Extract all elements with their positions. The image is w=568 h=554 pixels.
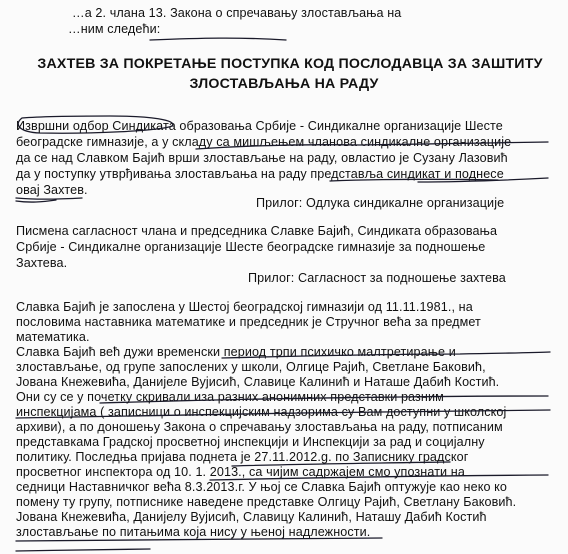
pen-stroke bbox=[16, 549, 150, 551]
paragraph-3-line-7: Они су се у почетку скривали иза разних анонимних представки разним bbox=[16, 390, 444, 404]
pen-stroke bbox=[16, 200, 56, 202]
document-title-line-1: ЗАХТЕВ ЗА ПОКРЕТАЊЕ ПОСТУПКА КОД ПОСЛОДАВЦА ЗА ЗАШТИТУ bbox=[37, 56, 543, 72]
paragraph-1-line-1: Извршни одбор Синдиката образовања Србије - Синдикалне организације Шесте bbox=[16, 119, 503, 133]
paragraph-1-line-4: да у поступку утврђивања злостављања на раду представља синдикат и поднесе bbox=[16, 167, 504, 181]
paragraph-3-line-16: злостављање по питањима која нису у њеној надлежности. bbox=[16, 525, 371, 539]
paragraph-1-line-5: овај Захтев. bbox=[16, 183, 88, 197]
pen-stroke bbox=[150, 38, 286, 40]
paragraph-2-line-2: Србије - Синдикалне организације Шесте београдске гимназије за подношење bbox=[16, 240, 486, 254]
attachment-1: Прилог: Одлука синдикалне организације bbox=[256, 196, 505, 210]
paragraph-3-line-10: представкама Градској просветној инспекцији и Инспекцији за рад и социјалну bbox=[16, 435, 485, 449]
paragraph-3-line-15: Јована Кнежевића, Данијелу Вујисић, Славицу Калинић, Наташу Дабић Костић bbox=[16, 510, 487, 524]
paragraph-3-line-5: злостављање, од групе запослених у школи, Олгице Рајић, Светлане Баковић, bbox=[16, 360, 486, 374]
header-line-1: …а 2. члана 13. Закона о спречавању злостављања на bbox=[72, 6, 402, 20]
paragraph-3-line-2: пословима наставника математике и председник је Стручног већа за предмет bbox=[16, 315, 481, 329]
paragraph-3-line-1: Славка Бајић је запослена у Шестој београдској гимназији од 11.11.1981., на bbox=[16, 300, 473, 314]
paragraph-3-line-13: седници Наставничког већа 8.3.2013.г. У њој се Славка Бајић оптужује као неко ко bbox=[16, 480, 508, 494]
paragraph-3-line-8: инспекцијама ( записници о инспекцијским надзорима су Вам доступни у школској bbox=[16, 405, 507, 419]
header-line-2: …ним следећи: bbox=[68, 22, 161, 36]
paragraph-3-line-11: политику. Последња пријава поднета је 27.11.2012.g. по Записнику градског bbox=[16, 450, 469, 464]
document-title-line-2: ЗЛОСТАВЉАЊА НА РАДУ bbox=[189, 76, 379, 92]
paragraph-3-line-3: математика. bbox=[16, 330, 90, 344]
paragraph-1-line-2: београдске гимназије, а у складу са мишљењем чланова синдикалне организације bbox=[16, 135, 512, 149]
paragraph-3-line-12: просветног инспектора од 10. 1. 2013., са чијим садржајем смо упознати на bbox=[16, 465, 465, 479]
paragraph-3-line-4: Славка Бајић већ дужи временски период трпи психичко малтретирање и bbox=[16, 345, 456, 359]
paragraph-2-line-1: Писмена сагласност члана и председника Славке Бајић, Синдиката образовања bbox=[16, 224, 498, 238]
paragraph-2-line-3: Захтева. bbox=[16, 256, 68, 270]
pen-stroke bbox=[16, 198, 82, 199]
attachment-2: Прилог: Сагласност за подношење захтева bbox=[248, 271, 506, 285]
paragraph-3-line-6: Јована Кнежевића, Данијеле Вујисић, Славице Калинић и Наташе Дабић Костић. bbox=[16, 375, 500, 389]
paragraph-1-line-3: да се над Славком Бајић врши злостављање на раду, овластио је Сузану Лазовић bbox=[16, 151, 508, 165]
paragraph-3-line-9: архиви), а по доношењу Закона о спречавању злостављања на раду, потписаним bbox=[16, 420, 503, 434]
paragraph-3-line-14: помену ту групу, потписнике наведене представке Олгицу Рајић, Светлану Баковић. bbox=[16, 495, 517, 509]
